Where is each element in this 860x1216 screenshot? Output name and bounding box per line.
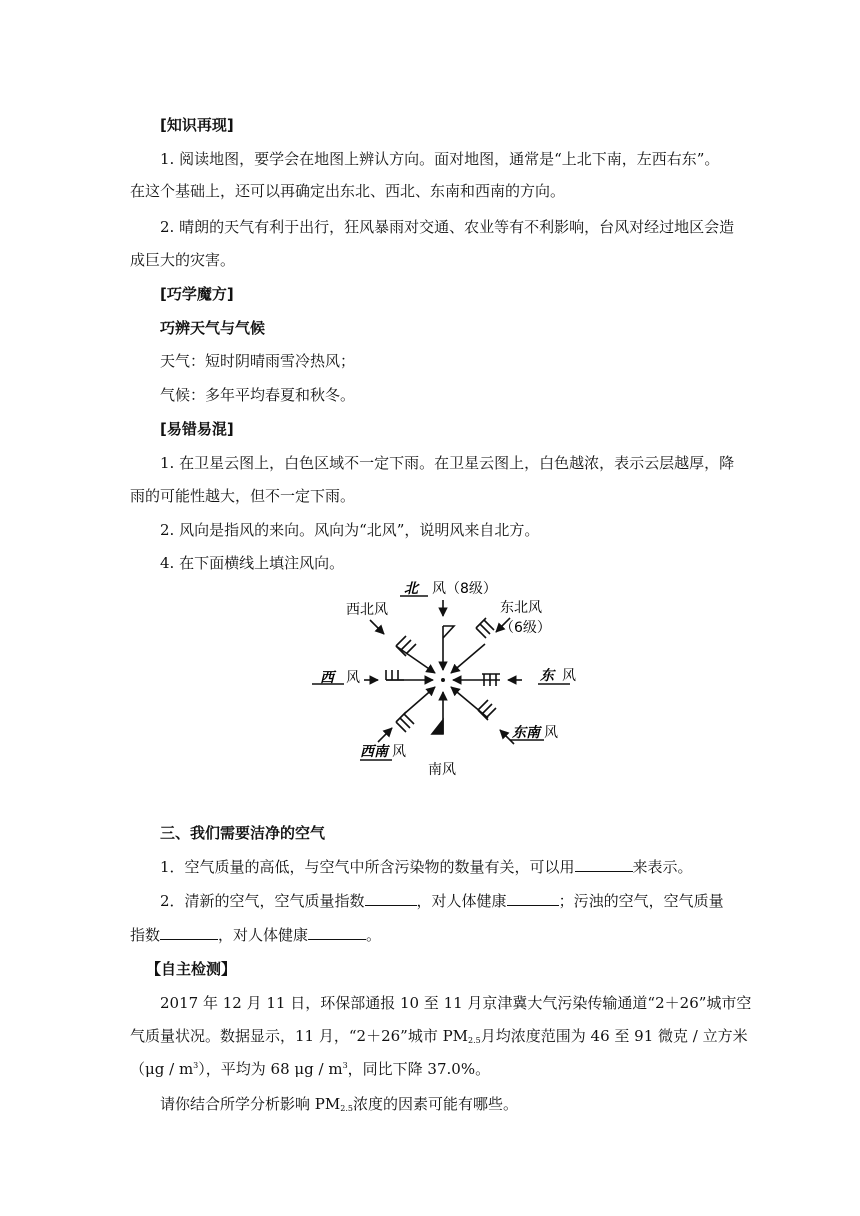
north-answer: 北 (404, 581, 418, 597)
southwest-label: 风 (392, 744, 406, 760)
question-text: ，对人体健康 (218, 926, 309, 944)
text: 月均浓度范围为 46 至 91 微克 / 立方米 (480, 1027, 748, 1045)
question-text: 来表示。 (632, 858, 693, 876)
northwest-label: 西北风 (346, 602, 388, 618)
wind-direction-diagram (300, 574, 600, 780)
tips-title: [巧学魔方] (160, 285, 234, 303)
question-1 (160, 856, 693, 877)
south-label: 南风 (428, 762, 456, 778)
east-label: 风 (562, 668, 576, 684)
self-test-title: 【自主检测】 (146, 960, 237, 978)
subscript: 2.5 (340, 1104, 353, 1113)
paragraph: 2017 年 12 月 11 日，环保部通报 10 至 11 月京津冀大气污染传输通道“2＋26”城市空 (160, 994, 752, 1012)
question-text: ，对人体健康 (416, 892, 507, 910)
knowledge-review-title: [知识再现] (160, 116, 234, 134)
question-2-cont (130, 924, 381, 945)
text: （μg / m (130, 1060, 194, 1078)
question-text: 1．空气质量的高低，与空气中所含污染物的数量有关，可以用 (160, 858, 575, 876)
superscript: 3 (193, 1061, 199, 1070)
question (160, 1093, 518, 1114)
answer-blank[interactable] (507, 891, 559, 906)
paragraph: 4. 在下面横线上填注风向。 (160, 554, 345, 572)
paragraph: 1. 阅读地图，要学会在地图上辨认方向。面对地图，通常是“上北下南，左西右东”。 (160, 150, 720, 168)
tips-line-weather: 天气：短时阴晴雨雪冷热风； (160, 352, 356, 370)
answer-blank[interactable] (308, 925, 366, 940)
southeast-label: 风 (544, 725, 558, 741)
tips-subtitle: 巧辨天气与气候 (160, 319, 266, 337)
answer-blank[interactable] (575, 857, 633, 872)
paragraph: 2. 晴朗的天气有利于出行，狂风暴雨对交通、农业等有不利影响，台风对经过地区会造 (160, 218, 735, 236)
southwest-answer: 西南 (360, 744, 388, 760)
text: ，同比下降 37.0%。 (347, 1060, 491, 1078)
southeast-answer: 东南 (512, 725, 540, 741)
paragraph: 成巨大的灾害。 (130, 251, 236, 269)
west-answer: 西 (320, 670, 334, 686)
text: ），平均为 68 μg / m (198, 1060, 343, 1078)
errors-title: [易错易混] (160, 420, 234, 438)
text: 气质量状况。数据显示，11 月，“2＋26”城市 PM (130, 1027, 469, 1045)
east-answer: 东 (540, 668, 554, 684)
tips-line-climate: 气候：多年平均春夏和秋冬。 (160, 386, 356, 404)
question-2 (160, 890, 724, 911)
question-text: ；污浊的空气，空气质量 (558, 892, 724, 910)
northeast-level: （6级） (500, 620, 551, 636)
northeast-label: 东北风 (500, 600, 542, 616)
subscript: 2.5 (468, 1036, 481, 1045)
paragraph: 2. 风向是指风的来向。风向为“北风”，说明风来自北方。 (160, 521, 540, 539)
answer-blank[interactable] (160, 925, 218, 940)
paragraph: 雨的可能性越大，但不一定下雨。 (130, 487, 356, 505)
question-text: 指数 (130, 926, 161, 944)
superscript: 3 (342, 1061, 348, 1070)
text: 请你结合所学分析影响 PM (160, 1095, 341, 1113)
north-label: 风（8级） (432, 581, 497, 597)
paragraph: 1. 在卫星云图上，白色区域不一定下雨。在卫星云图上，白色越浓，表示云层越厚，降 (160, 454, 735, 472)
question-text: 2．清新的空气，空气质量指数 (160, 892, 365, 910)
question-text: 。 (366, 926, 382, 944)
west-label: 风 (346, 670, 360, 686)
paragraph (130, 1058, 490, 1079)
paragraph: 在这个基础上，还可以再确定出东北、西北、东南和西南的方向。 (130, 182, 566, 200)
answer-blank[interactable] (365, 891, 417, 906)
paragraph (130, 1025, 748, 1046)
section-title: 三、我们需要洁净的空气 (160, 824, 326, 842)
text: 浓度的因素可能有哪些。 (352, 1095, 518, 1113)
